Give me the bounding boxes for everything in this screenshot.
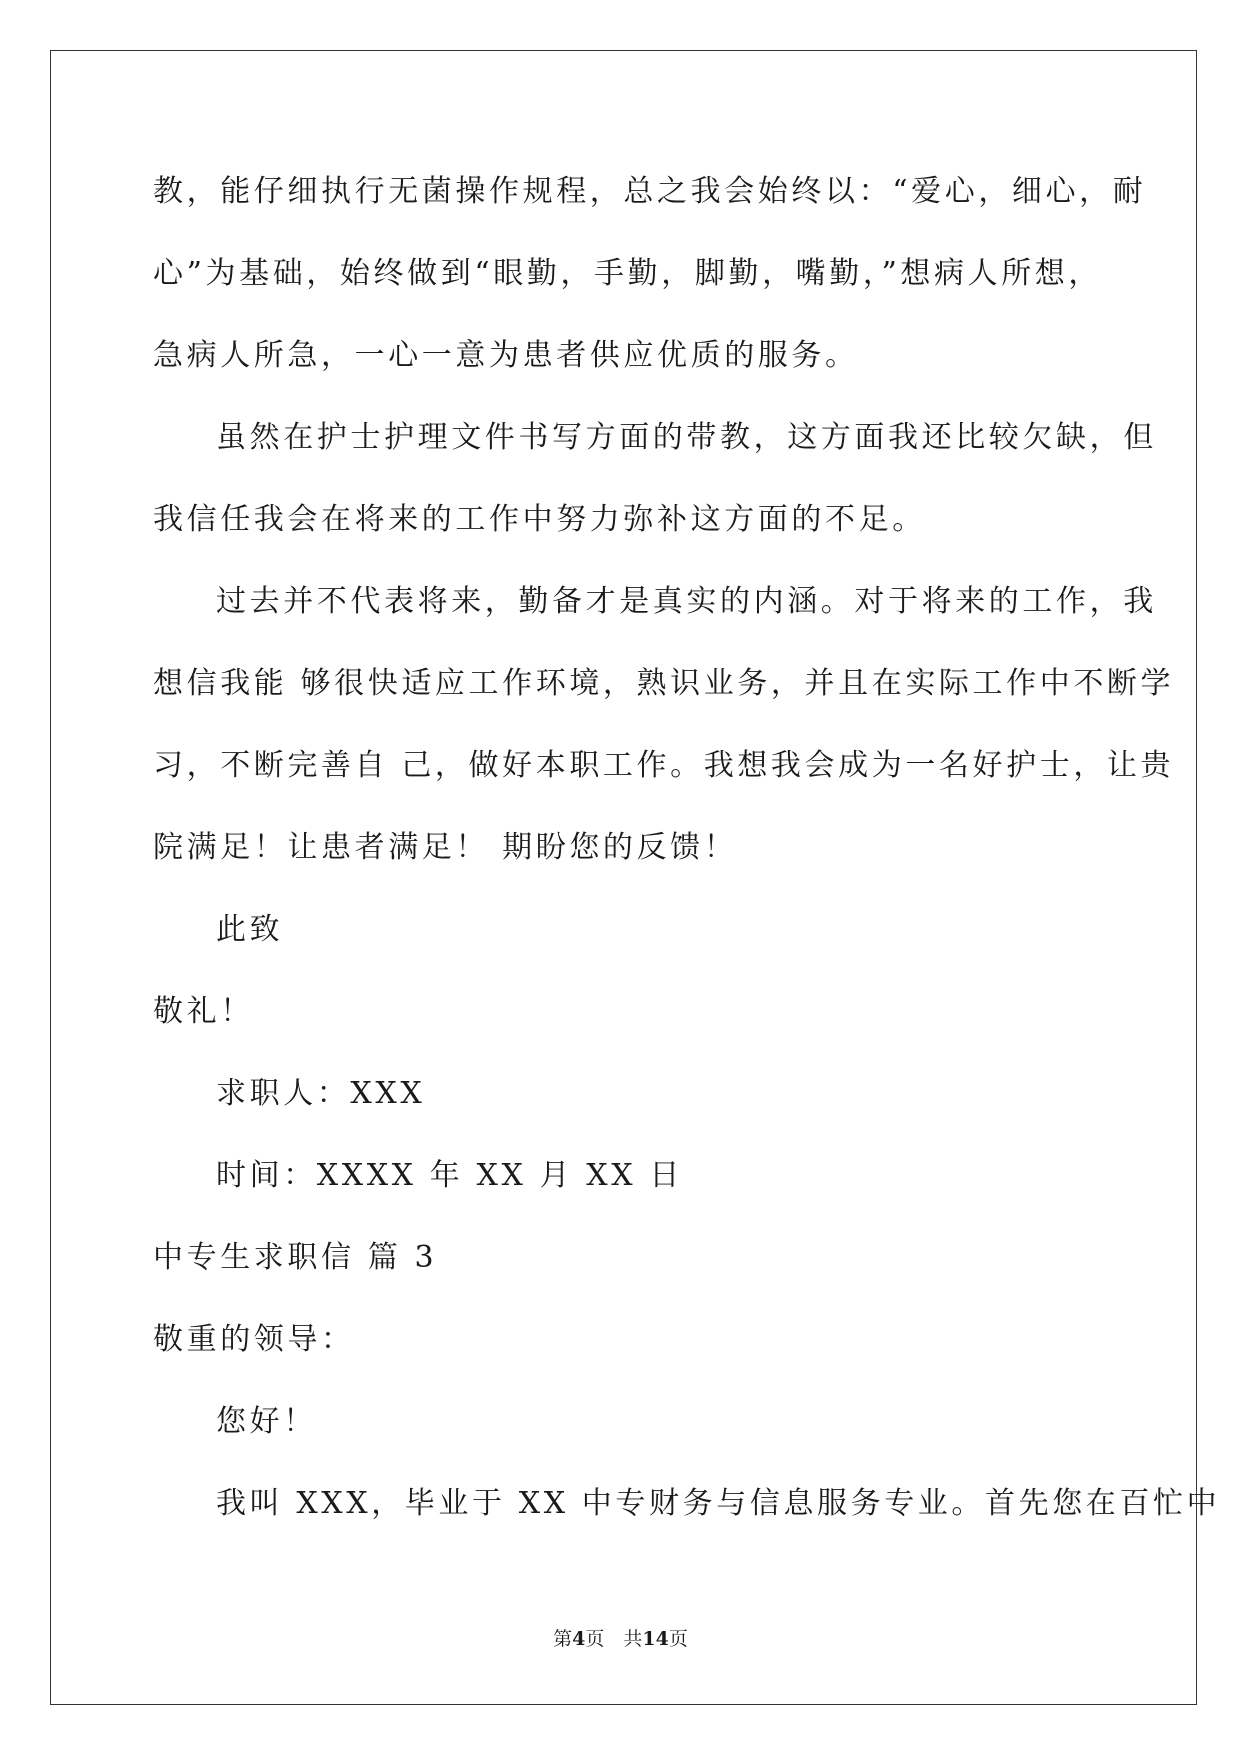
text-line: 习，不断完善自 己，做好本职工作。我想我会成为一名好护士，让贵 (153, 748, 1175, 783)
applicant-line: 求职人：XXX (216, 1076, 426, 1111)
greeting-line: 敬重的领导： (153, 1322, 355, 1357)
paragraph-start-line: 虽然在护士护理文件书写方面的带教，这方面我还比较欠缺，但 (216, 420, 1157, 455)
footer-middle: 页 共 (585, 1628, 643, 1650)
text-line: 心”为基础，始终做到“眼勤，手勤，脚勤，嘴勤，”想病人所想， (153, 256, 1103, 291)
footer-suffix: 页 (668, 1628, 688, 1650)
total-pages-number: 14 (642, 1628, 669, 1650)
current-page-number: 4 (572, 1628, 586, 1650)
text-line: 我信任我会在将来的工作中努力弥补这方面的不足。 (153, 502, 926, 537)
document-body (153, 157, 1221, 1551)
paragraph-start-line: 我叫 XXX，毕业于 XX 中专财务与信息服务专业。首先您在百忙中 (216, 1486, 1221, 1521)
text-line: 想信我能 够很快适应工作环境，熟识业务，并且在实际工作中不断学 (153, 666, 1175, 701)
footer-prefix: 第 (553, 1628, 573, 1650)
text-line: 教，能仔细执行无菌操作规程，总之我会始终以：“爱心，细心，耐 (153, 174, 1147, 209)
salutation-line: 敬礼！ (153, 994, 254, 1029)
section-heading: 中专生求职信 篇 3 (153, 1240, 438, 1275)
text-line: 急病人所急，一心一意为患者供应优质的服务。 (153, 338, 859, 373)
page-footer (0, 1624, 1241, 1651)
greeting-line: 您好！ (216, 1404, 317, 1439)
text-line: 院满足！让患者满足！ 期盼您的反馈！ (153, 830, 738, 865)
paragraph-start-line: 过去并不代表将来，勤备才是真实的内涵。对于将来的工作，我 (216, 584, 1157, 619)
date-line: 时间：XXXX 年 XX 月 XX 日 (216, 1158, 683, 1193)
closing-line: 此致 (216, 912, 284, 947)
